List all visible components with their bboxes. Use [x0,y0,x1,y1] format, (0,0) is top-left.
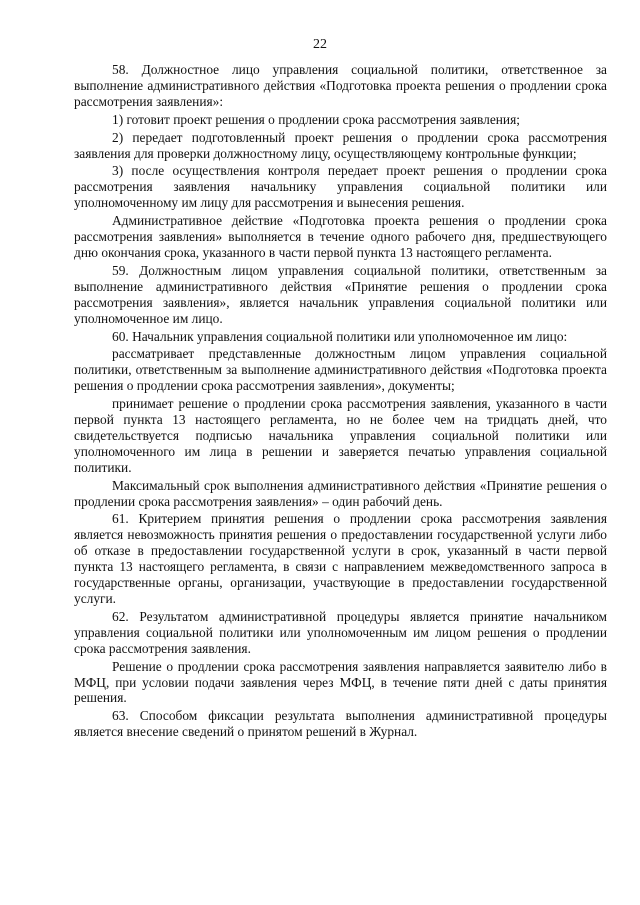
paragraph-58-item-3: 3) после осуществления контроля передает проект решения о продлении срока рассмотрения заявления начальнику управления социальной политики или уполномоченному им лицу для рассмотрения и вынесения решения. [74,163,607,211]
document-body [74,62,607,742]
paragraph-62-delivery: Решение о продлении срока рассмотрения заявления направляется заявителю либо в МФЦ, при условии подачи заявления через МФЦ, в течение пяти дней с даты принятия решения. [74,658,607,706]
paragraph-58-timing: Административное действие «Подготовка проекта решения о продлении срока рассмотрения заявления» выполняется в течение одного рабочего дня, предшествующего дню окончания срока, указанного в части первой пункта 13 настоящего регламента. [74,213,607,260]
paragraph-60-intro: 60. Начальник управления социальной политики или уполномоченное им лицо: [112,328,568,344]
paragraph-60-decides: принимает решение о продлении срока рассмотрения заявления, указанного в части первой пункта 13 настоящего регламента, но не более чем на тридцать дней, что свидетельствуется подписью начальника управления социальной политики или уполномоченного им лица в решении и заверяется печатью управления социальной политики. [74,396,607,475]
paragraph-63: 63. Способом фиксации результата выполнения административной процедуры является внесение сведений о принятом решений в Журнал. [74,708,607,740]
paragraph-58-item-2: 2) передает подготовленный проект решения о продлении срока рассмотрения заявления для проверки должностному лицу, осуществляющему контрольные функции; [74,129,607,161]
paragraph-62: 62. Результатом административной процедуры является принятие начальником управления социальной политики или уполномоченным им лицом решения о продлении срока рассмотрения заявления. [74,608,607,656]
page-number: 22 [313,37,327,52]
paragraph-60-reviews: рассматривает представленные должностным лицом управления социальной политики, ответственным за выполнение административного действия «Подготовка проекта решения о продлении срока рассмотрения заявления», документы; [74,346,607,394]
paragraph-58-item-1: 1) готовит проект решения о продлении срока рассмотрения заявления; [112,111,520,127]
paragraph-58-intro: 58. Должностное лицо управления социальной политики, ответственное за выполнение административного действия «Подготовка проекта решения о продлении срока рассмотрения заявления»: [74,62,607,109]
paragraph-61: 61. Критерием принятия решения о продлении срока рассмотрения заявления является невозможность принятия решения о предоставлении государственной услуги либо об отказе в предоставлении государственной услуги в срок, указанный в части первой пункта 13 настоящего регламента, в связи с направлением межведомственного запроса в государственные органы, организации, участвующие в предоставлении государственной услуги. [74,511,607,606]
paragraph-60-max-term: Максимальный срок выполнения административного действия «Принятие решения о продлении срока рассмотрения заявления» – один рабочий день. [74,477,607,509]
paragraph-59: 59. Должностным лицом управления социальной политики, ответственным за выполнение административного действия «Принятие решения о продлении срока рассмотрения заявления», является начальник управления социальной политики или уполномоченное им лицо. [74,262,607,326]
